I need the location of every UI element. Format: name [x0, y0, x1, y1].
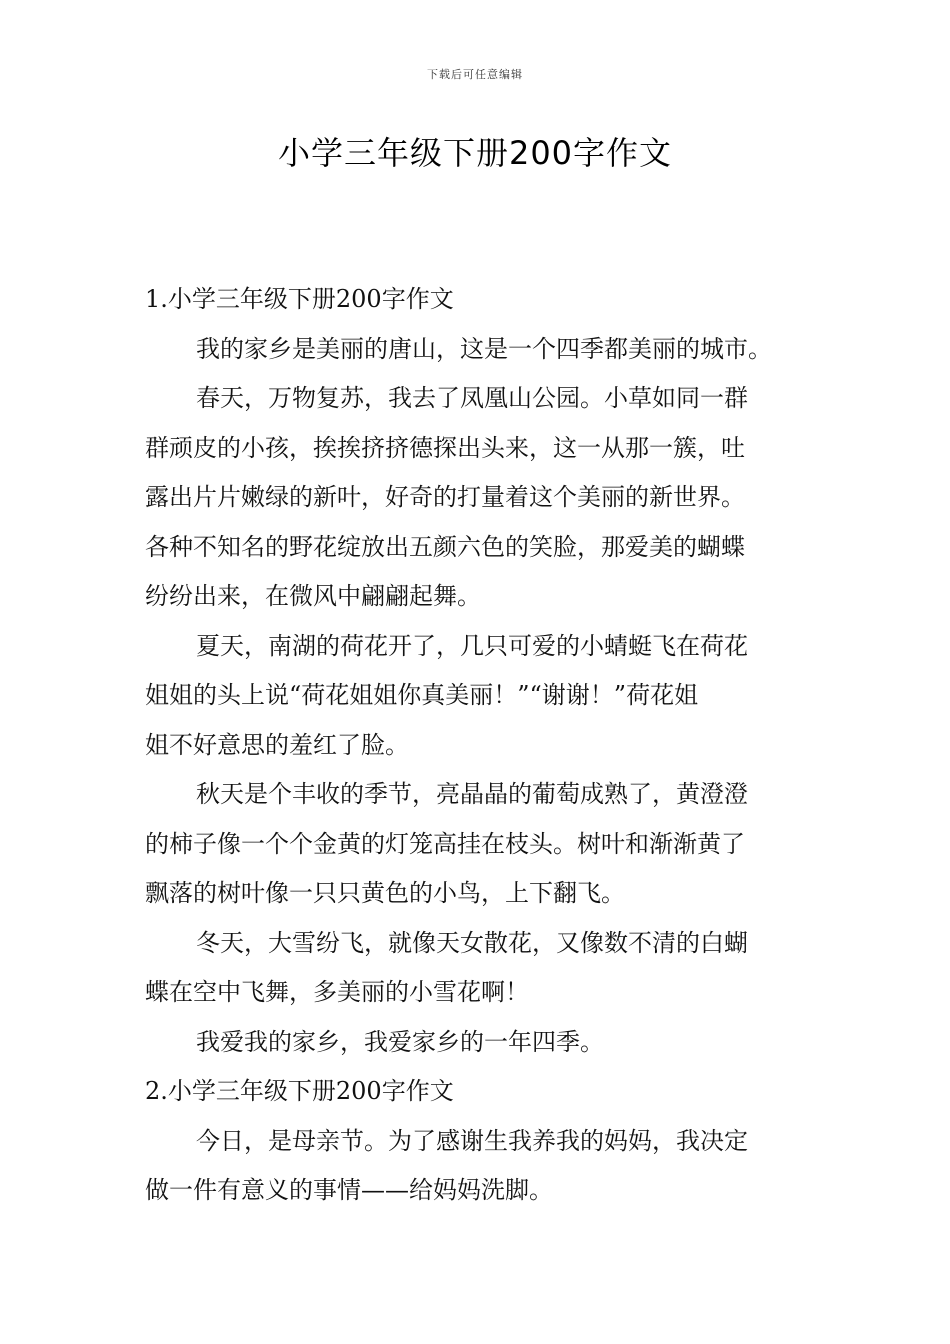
paragraph-line: 姐姐的头上说“荷花姐姐你真美丽！”“谢谢！”荷花姐 [145, 681, 699, 709]
header-note: 下载后可任意编辑 [427, 68, 523, 81]
paragraph-line: 蝶在空中飞舞，多美丽的小雪花啊！ [145, 978, 529, 1006]
paragraph-line: 飘落的树叶像一只只黄色的小鸟，上下翻飞。 [145, 879, 625, 907]
paragraph-line: 冬天，大雪纷飞，就像天女散花，又像数不清的白蝴 [196, 928, 748, 957]
paragraph-line: 露出片片嫩绿的新叶，好奇的打量着这个美丽的新世界。 [145, 483, 745, 511]
paragraph-line: 做一件有意义的事情——给妈妈洗脚。 [145, 1176, 553, 1204]
paragraph-line: 姐不好意思的羞红了脸。 [145, 730, 409, 759]
paragraph-line: 群顽皮的小孩，挨挨挤挤德探出头来，这一从那一簇，吐 [145, 433, 745, 462]
paragraph-line: 秋天是个丰收的季节，亮晶晶的葡萄成熟了，黄澄澄 [196, 780, 748, 808]
section-heading-1: 1.小学三年级下册200字作文 [145, 285, 454, 313]
paragraph-line: 纷纷出来，在微风中翩翩起舞。 [145, 582, 481, 610]
section-heading-2: 2.小学三年级下册200字作文 [145, 1077, 454, 1105]
document-title: 小学三年级下册200字作文 [277, 134, 673, 172]
paragraph-line: 春天，万物复苏，我去了凤凰山公园。小草如同一群 [196, 384, 748, 412]
paragraph-line: 各种不知名的野花绽放出五颜六色的笑脸，那爱美的蝴蝶 [145, 532, 745, 561]
paragraph-line: 的柿子像一个个金黄的灯笼高挂在枝头。树叶和渐渐黄了 [145, 829, 745, 858]
paragraph-line: 今日，是母亲节。为了感谢生我养我的妈妈，我决定 [196, 1126, 748, 1155]
essay-body [145, 275, 807, 1216]
paragraph-line: 我爱我的家乡，我爱家乡的一年四季。 [196, 1027, 604, 1056]
paragraph-line: 夏天，南湖的荷花开了，几只可爱的小蜻蜓飞在荷花 [196, 631, 748, 660]
paragraph-line: 我的家乡是美丽的唐山，这是一个四季都美丽的城市。 [196, 334, 772, 363]
